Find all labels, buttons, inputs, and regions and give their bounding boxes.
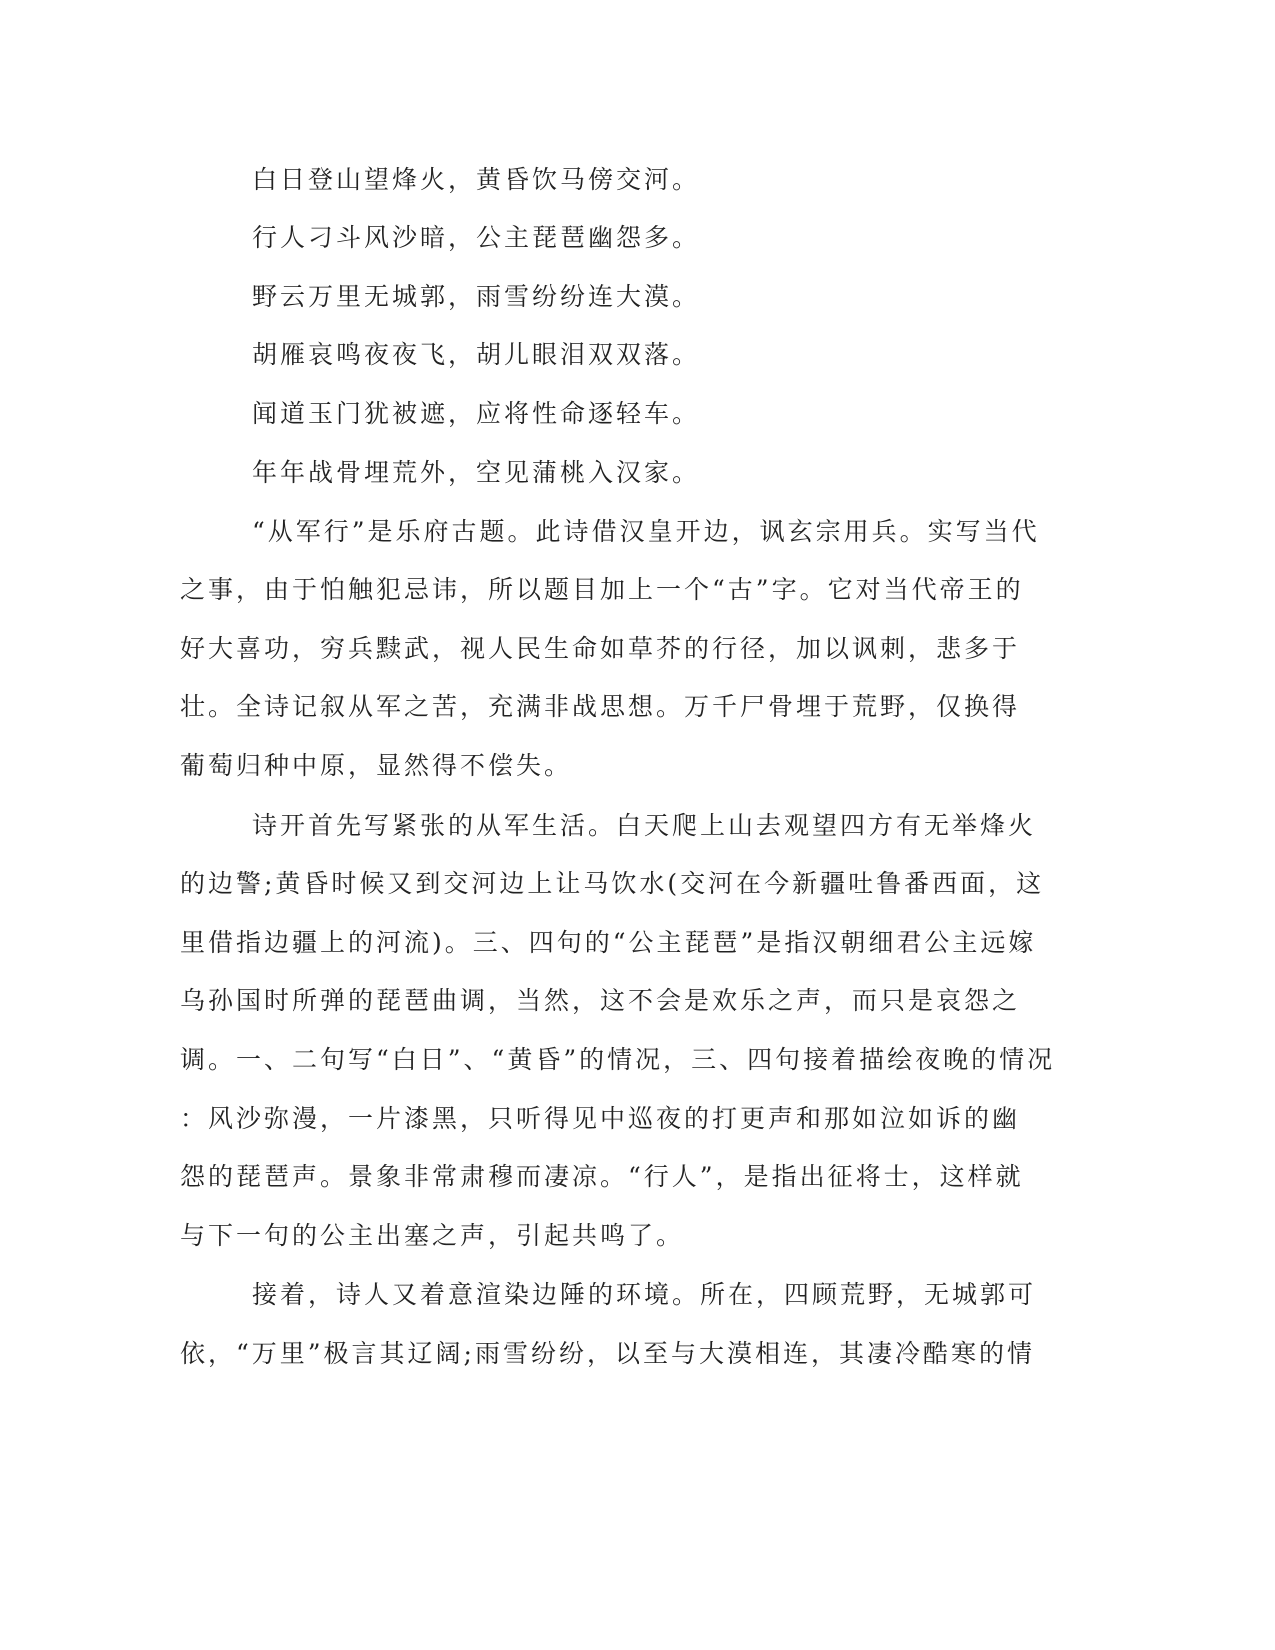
paragraph-line: 的边警;黄昏时候又到交河边上让马饮水(交河在今新疆吐鲁番西面，这 — [180, 869, 1045, 898]
poem-line: 行人刁斗风沙暗，公主琵琶幽怨多。 — [252, 223, 701, 252]
poem-line: 白日登山望烽火，黄昏饮马傍交河。 — [252, 165, 701, 194]
paragraph-line: 怨的琵琶声。景象非常肃穆而凄凉。“行人”，是指出征将士，这样就 — [180, 1162, 1024, 1191]
paragraph-line: 乌孙国时所弹的琵琶曲调，当然，这不会是欢乐之声，而只是哀怨之 — [180, 986, 1021, 1015]
paragraph-line: 接着，诗人又着意渲染边陲的环境。所在，四顾荒野，无城郭可 — [252, 1280, 1037, 1309]
paragraph-line: ：风沙弥漫，一片漆黑，只听得见中巡夜的打更声和那如泣如诉的幽 — [180, 1104, 1021, 1133]
paragraph-line: 诗开首先写紧张的从军生活。白天爬上山去观望四方有无举烽火 — [252, 811, 1037, 840]
paragraph-line: 里借指边疆上的河流)。三、四句的“公主琵琶”是指汉朝细君公主远嫁 — [180, 928, 1037, 957]
poem-line: 野云万里无城郭，雨雪纷纷连大漠。 — [252, 282, 701, 311]
poem-line: 闻道玉门犹被遮，应将性命逐轻车。 — [252, 399, 701, 428]
paragraph-line: 之事，由于怕触犯忌讳，所以题目加上一个“古”字。它对当代帝王的 — [180, 575, 1024, 604]
paragraph-line: 壮。全诗记叙从军之苦，充满非战思想。万千尸骨埋于荒野，仅换得 — [180, 692, 1021, 721]
paragraph-line: 依，“万里”极言其辽阔;雨雪纷纷，以至与大漠相连，其凄冷酷寒的情 — [180, 1339, 1035, 1368]
paragraph-line: 与下一句的公主出塞之声，引起共鸣了。 — [180, 1221, 685, 1250]
paragraph-line: 调。一、二句写“白日”、“黄昏”的情况，三、四句接着描绘夜晚的情况 — [180, 1045, 1056, 1074]
poem-line: 年年战骨埋荒外，空见蒲桃入汉家。 — [252, 458, 701, 487]
paragraph-line: “从军行”是乐府古题。此诗借汉皇开边，讽玄宗用兵。实写当代 — [252, 517, 1040, 546]
poem-line: 胡雁哀鸣夜夜飞，胡儿眼泪双双落。 — [252, 340, 701, 369]
paragraph-line: 葡萄归种中原，显然得不偿失。 — [180, 751, 573, 780]
paragraph-line: 好大喜功，穷兵黩武，视人民生命如草芥的行径，加以讽刺，悲多于 — [180, 634, 1021, 663]
